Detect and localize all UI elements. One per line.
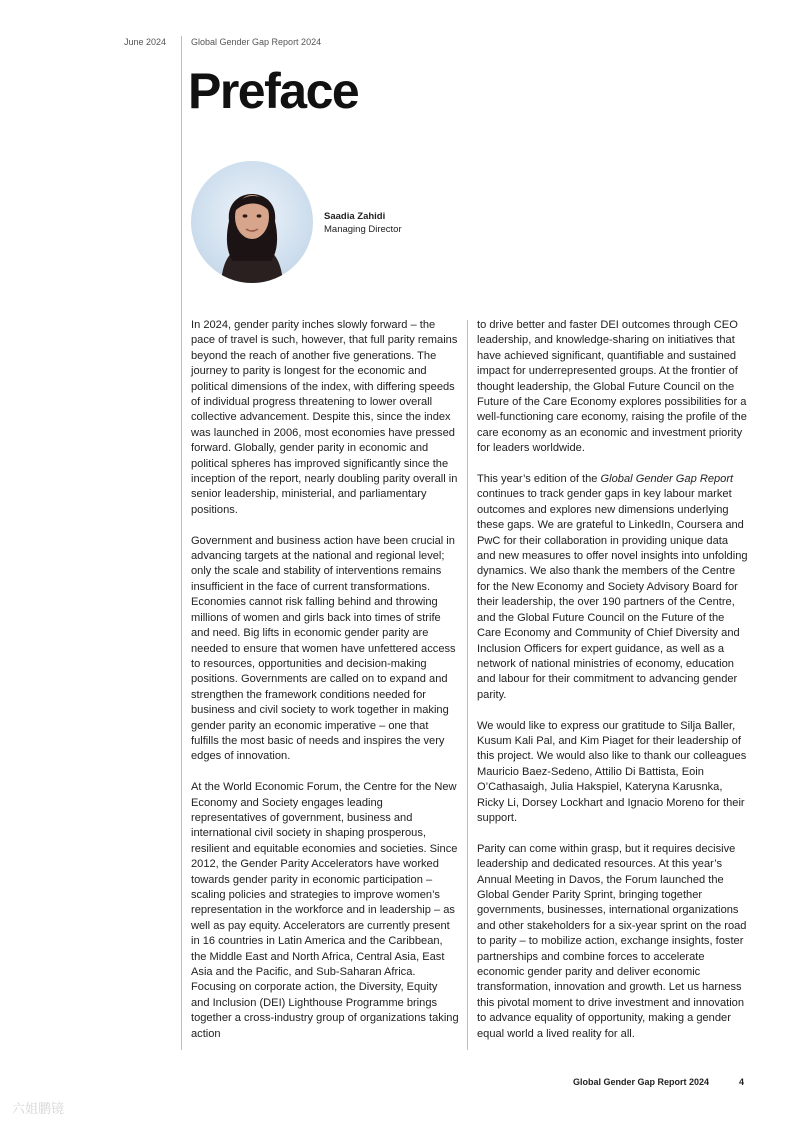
paragraph: In 2024, gender parity inches slowly forward – the pace of travel is such, however, that full parity remains beyond the reach of another five generations. The journey to parity is longest for the economic and political dimensions of the index, with differing speeds of individual progress threatening to lower overall collective advancement. Despite this, since the index was launched in 2006, most economies have pressed forward. Globally, gender parity in economic and political spheres has improved significantly since the inception of the report, nearly doubling parity overall in senior leadership, ministerial, and parliamentary positions. (191, 319, 458, 516)
margin-divider (181, 36, 182, 1050)
body-column-right (477, 318, 749, 1042)
portrait-illustration (191, 161, 313, 283)
paragraph: At the World Economic Forum, the Centre for the New Economy and Society engages leading representatives of government, business and international civil society in shaping prosperous, resilient and equitable economies and societies. Since 2012, the Gender Parity Accelerators have worked towards gender parity in economic participation – scaling policies and strategies to improve women’s representation in the workforce and in leadership – as well as pay equity. Accelerators are currently present in 16 countries in Latin America and the Caribbean, the Middle East and North Africa, Central Asia, East Asia and the Pacific, and Sub-Saharan Africa. Focusing on corporate action, the Diversity, Equity and Inclusion (DEI) Lighthouse Programme brings together a cross-industry group of organizations taking action (191, 781, 459, 1040)
page-number: 4 (739, 1077, 745, 1087)
paragraph (477, 472, 749, 703)
author-name: Saadia Zahidi (324, 211, 386, 222)
header-report-title: Global Gender Gap Report 2024 (191, 37, 322, 47)
author-portrait (191, 161, 313, 283)
paragraph: Government and business action have been crucial in advancing targets at the national and regional level; only the scale and stability of interventions remains insufficient in the face of current transformations. Economies cannot risk falling behind and throwing millions of women and girls back into times of strife and need. Big lifts in economic gender parity are needed to ensure that women have unfettered access to resources, opportunities and decision-making positions. Governments are called on to expand and strengthen the framework conditions needed for business and civil society to work together in making gender parity an economic imperative – one that fulfills the most basic of needs and inspires the very edges of innovation. (191, 534, 456, 763)
column-divider (467, 320, 468, 1050)
watermark: 六姐鹏镜 (12, 1101, 65, 1116)
body-column-left (191, 318, 459, 1042)
paragraph-text: This year’s edition of the (477, 473, 601, 486)
report-title-italic: Global Gender Gap Report (600, 473, 734, 486)
page-title: Preface (188, 63, 359, 119)
paragraph-text: continues to track gender gaps in key labour market outcomes and explores new dimensions underlying these gaps. We are grateful to LinkedIn, Coursera and PwC for their collaboration in providing unique data and new measures to offer novel insights into unfolding dynamics. We also thank the members of the Centre for the New Economy and Society Advisory Board for their leadership, the over 190 partners of the Centre, and the Global Future Council on the Future of the Care Economy and Community of Chief Diversity and Inclusion Officers for expert guidance, as well as a network of national ministries of economy, education and labour for their commitment to advancing gender parity. (477, 488, 748, 701)
paragraph: to drive better and faster DEI outcomes through CEO leadership, and knowledge-sharing on initiatives that have achieved significant, quantifiable and sustained impact for underrepresented groups. At the frontier of thought leadership, the Global Future Council on the Future of the Care Economy explores possibilities for a well-functioning care economy, raising the profile of the care economy as an economic and investment priority for leaders worldwide. (477, 319, 747, 455)
paragraph: Parity can come within grasp, but it requires decisive leadership and dedicated resources. At this year’s Annual Meeting in Davos, the Forum launched the Global Gender Parity Sprint, bringing together governments, businesses, international organizations and other stakeholders for a six-year sprint on the road to parity – to mobilize action, exchange insights, foster partnerships and combine forces to accelerate economic gender parity and deliver economic transformation, innovation and growth. Let us harness this pivotal moment to drive investment and innovation to advance equality of opportunity, making a gender equal world a lived reality for all. (477, 842, 747, 1040)
footer-report-title: Global Gender Gap Report 2024 (573, 1077, 710, 1087)
author-role: Managing Director (324, 224, 402, 235)
paragraph: We would like to express our gratitude to Silja Baller, Kusum Kali Pal, and Kim Piaget for their leadership of this project. We would also like to thank our colleagues Mauricio Baez-Sedeno, Attilio Di Battista, Eoin O’Cathasaigh, Julia Hakspiel, Kateryna Karusnka, Ricky Li, Dorsey Lockhart and Ignacio Moreno for their support. (477, 719, 747, 824)
header-date: June 2024 (124, 37, 167, 47)
